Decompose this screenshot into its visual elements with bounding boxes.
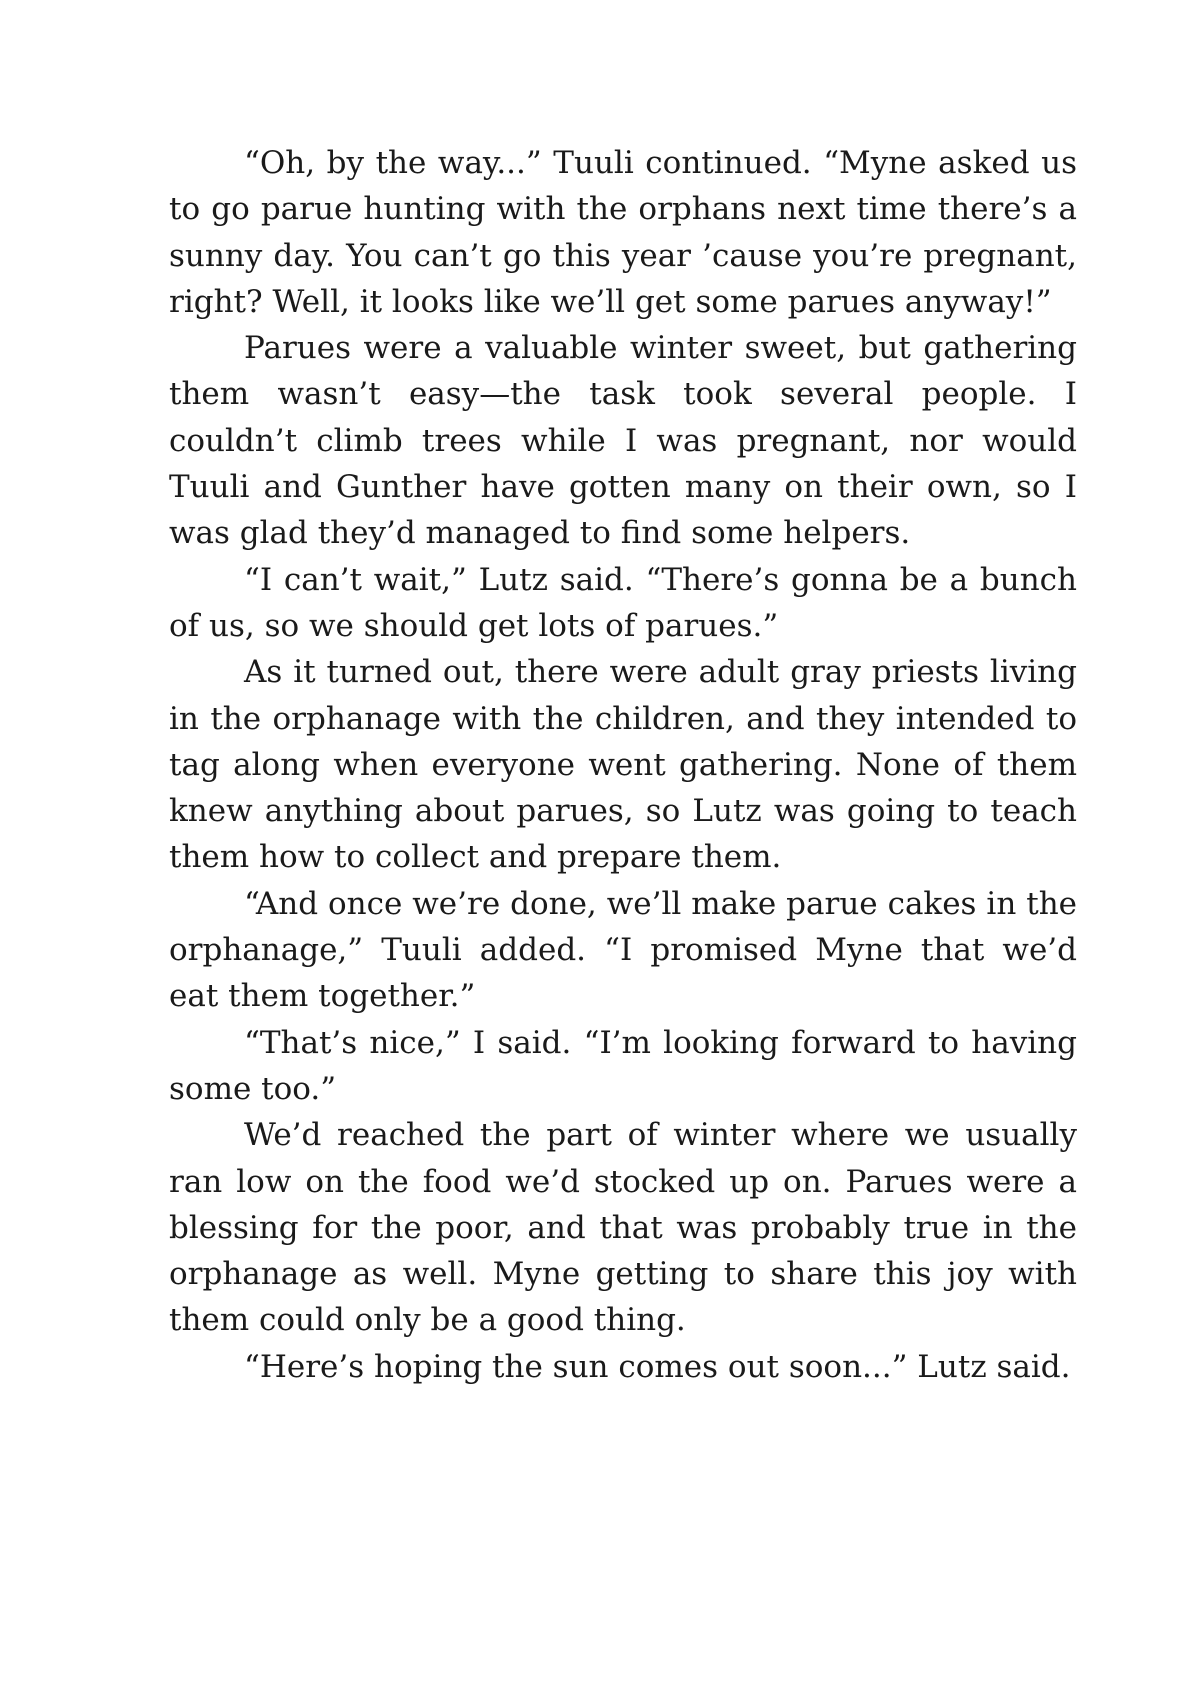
paragraph: “Oh, by the way...” Tuuli continued. “Myne asked us to go parue hunting with the orphans next time there’s a sunny day. You can’t go this year ’cause you’re pregnant, right? Well, it looks like we’ll get some parues anyway!” [169, 145, 1077, 320]
paragraph: “I can’t wait,” Lutz said. “There’s gonna be a bunch of us, so we should get lots of parues.” [169, 561, 1077, 644]
paragraph: “And once we’re done, we’ll make parue cakes in the orphanage,” Tuuli added. “I promised Myne that we’d eat them together.” [169, 885, 1077, 1015]
paragraph: We’d reached the part of winter where we usually ran low on the food we’d stocked up on. Parues were a blessing for the poor, and that was probably true in the orphanage as well. Myne getting to share this joy with them could only be a good thing. [169, 1117, 1077, 1339]
paragraph: Parues were a valuable winter sweet, but gathering them wasn’t easy—the task took several people. I couldn’t climb trees while I was pregnant, nor would Tuuli and Gunther have gotten many on their own, so I was glad they’d managed to find some helpers. [169, 330, 1077, 552]
paragraph: “Here’s hoping the sun comes out soon...” Lutz said. [244, 1348, 1071, 1385]
body-text [169, 140, 1077, 1390]
paragraph: As it turned out, there were adult gray priests living in the orphanage with the children, and they intended to tag along when everyone went gathering. None of them knew anything about parues, so Lutz was going to teach them how to collect and prepare them. [169, 654, 1077, 876]
paragraph: “That’s nice,” I said. “I’m looking forward to having some too.” [169, 1024, 1077, 1107]
